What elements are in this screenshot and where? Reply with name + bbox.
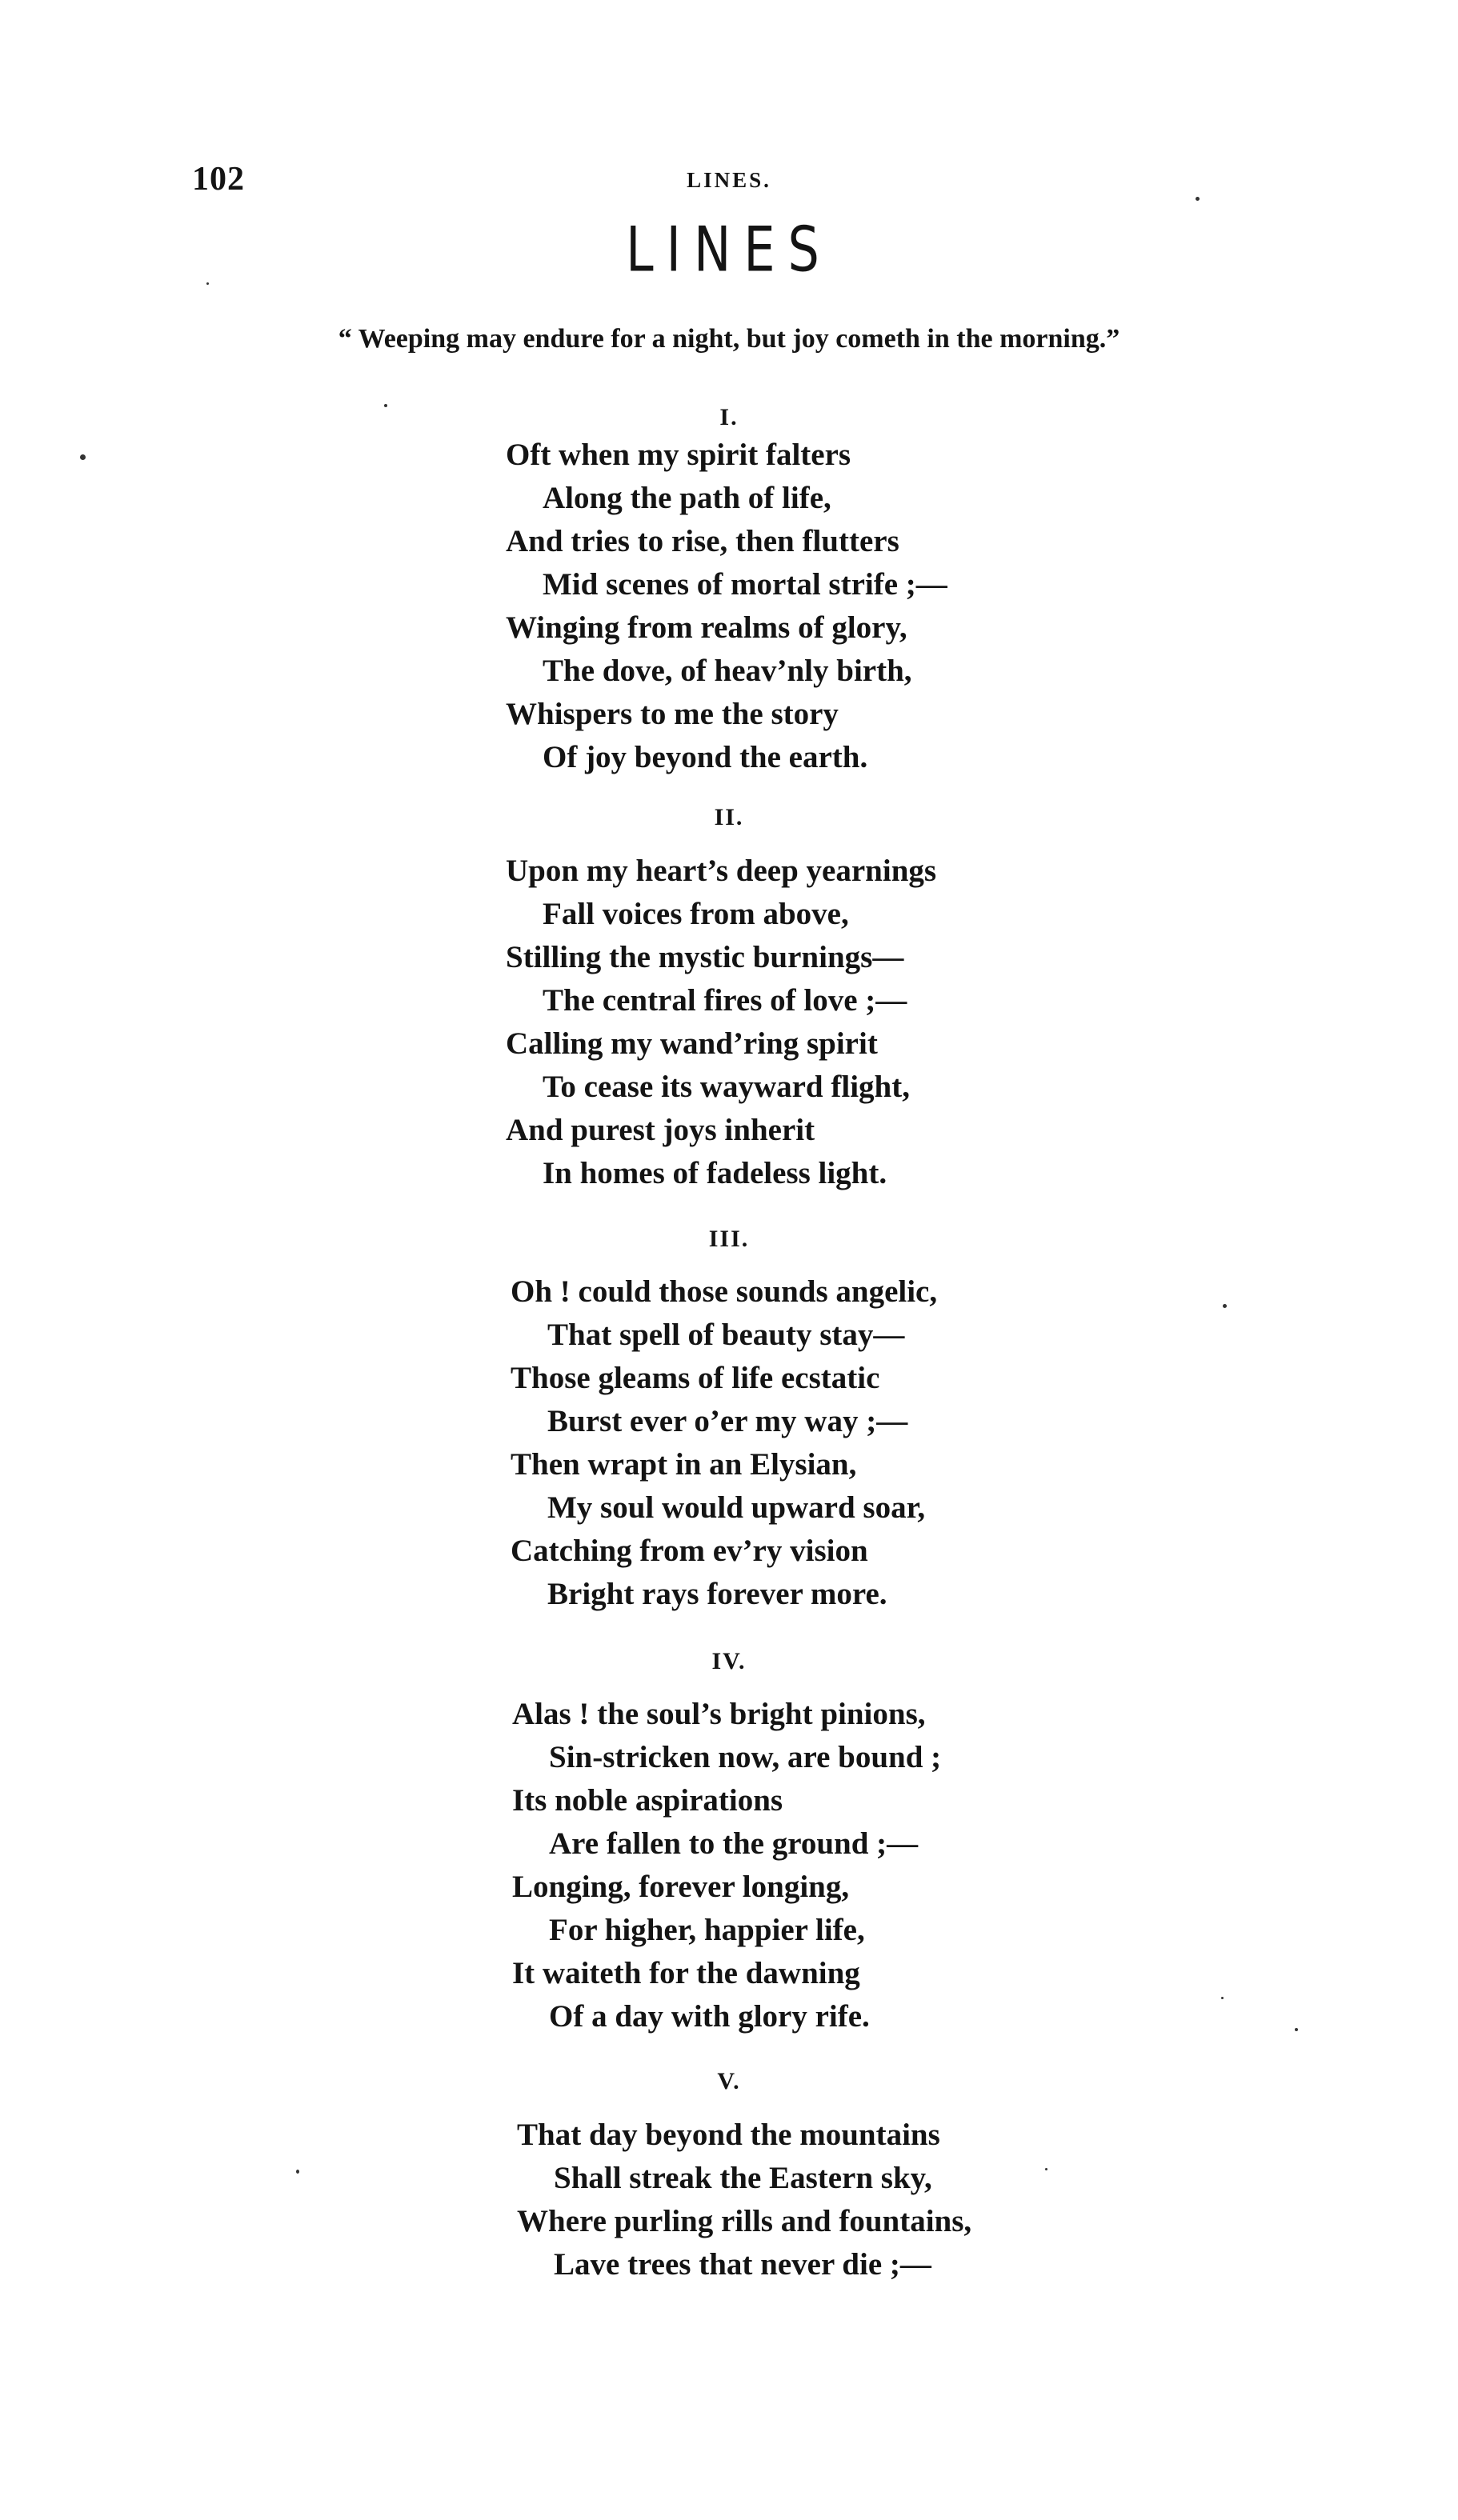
scan-speck bbox=[80, 454, 86, 460]
verse-line: Calling my wand’ring spirit bbox=[506, 1026, 878, 1061]
stanza-number: IV. bbox=[711, 1648, 747, 1674]
scan-speck bbox=[1045, 2168, 1047, 2170]
verse-line: Mid scenes of mortal strife ;— bbox=[543, 567, 947, 602]
verse-line: In homes of fadeless light. bbox=[543, 1156, 887, 1190]
verse-line: Whispers to me the story bbox=[506, 697, 839, 731]
scan-speck bbox=[384, 404, 387, 407]
epigraph: “ Weeping may endure for a night, but joy cometh in the morning.” bbox=[338, 324, 1120, 354]
verse-line: Are fallen to the ground ;— bbox=[549, 1826, 919, 1861]
scan-speck bbox=[296, 2170, 299, 2174]
stanza-number: V. bbox=[717, 2068, 741, 2094]
scan-speck bbox=[1196, 197, 1200, 201]
stanza-number: II. bbox=[714, 804, 744, 830]
stanza-number: III. bbox=[708, 1226, 750, 1252]
verse-line: Where purling rills and fountains, bbox=[517, 2204, 972, 2238]
verse-line: That spell of beauty stay— bbox=[547, 1318, 905, 1352]
verse-line: Its noble aspirations bbox=[512, 1783, 783, 1818]
verse-line: The central fires of love ;— bbox=[543, 983, 907, 1018]
scan-speck bbox=[1223, 1304, 1227, 1308]
verse-line: Sin-stricken now, are bound ; bbox=[549, 1740, 942, 1774]
verse-line: Bright rays forever more. bbox=[547, 1577, 887, 1611]
verse-line: Stilling the mystic burnings— bbox=[506, 940, 904, 974]
verse-line: Of a day with glory rife. bbox=[549, 1999, 870, 2034]
stanza bbox=[512, 1693, 1232, 2038]
verse-line: Winging from realms of glory, bbox=[506, 610, 907, 645]
verse-line: Those gleams of life ecstatic bbox=[511, 1361, 880, 1395]
verse-line: Shall streak the Eastern sky, bbox=[554, 2161, 932, 2195]
verse-line: Burst ever o’er my way ;— bbox=[547, 1404, 908, 1438]
verse-line: Catching from ev’ry vision bbox=[511, 1534, 868, 1568]
stanza bbox=[506, 434, 1226, 779]
verse-line: To cease its wayward flight, bbox=[543, 1070, 910, 1104]
scan-speck bbox=[1221, 1997, 1224, 1999]
verse-line: Longing, forever longing, bbox=[512, 1870, 850, 1904]
running-head: LINES. bbox=[687, 168, 771, 192]
verse-line: Of joy beyond the earth. bbox=[543, 740, 868, 774]
verse-line: Lave trees that never die ;— bbox=[554, 2247, 931, 2282]
verse-line: It waiteth for the dawning bbox=[512, 1956, 860, 1990]
verse-line: Upon my heart’s deep yearnings bbox=[506, 854, 937, 888]
verse-line: For higher, happier life, bbox=[549, 1913, 865, 1947]
verse-line: Then wrapt in an Elysian, bbox=[511, 1447, 857, 1482]
verse-line: Along the path of life, bbox=[543, 481, 831, 515]
verse-line: Oh ! could those sounds angelic, bbox=[511, 1274, 938, 1309]
stanza bbox=[517, 2114, 1237, 2286]
scan-speck bbox=[1295, 2028, 1298, 2031]
page-number: 102 bbox=[192, 161, 245, 198]
verse-line: Fall voices from above, bbox=[543, 897, 849, 931]
verse-line: Alas ! the soul’s bright pinions, bbox=[512, 1697, 926, 1731]
stanza bbox=[511, 1270, 1231, 1616]
verse-line: And tries to rise, then flutters bbox=[506, 524, 899, 558]
verse-line: The dove, of heav’nly birth, bbox=[543, 654, 912, 688]
scan-speck bbox=[206, 282, 209, 285]
poem-title: LINES bbox=[626, 212, 832, 286]
stanza-number: I. bbox=[719, 404, 739, 430]
verse-line: Oft when my spirit falters bbox=[506, 438, 851, 472]
verse-line: My soul would upward soar, bbox=[547, 1490, 926, 1525]
stanza bbox=[506, 850, 1226, 1195]
verse-line: That day beyond the mountains bbox=[517, 2118, 940, 2152]
verse-line: And purest joys inherit bbox=[506, 1113, 815, 1147]
